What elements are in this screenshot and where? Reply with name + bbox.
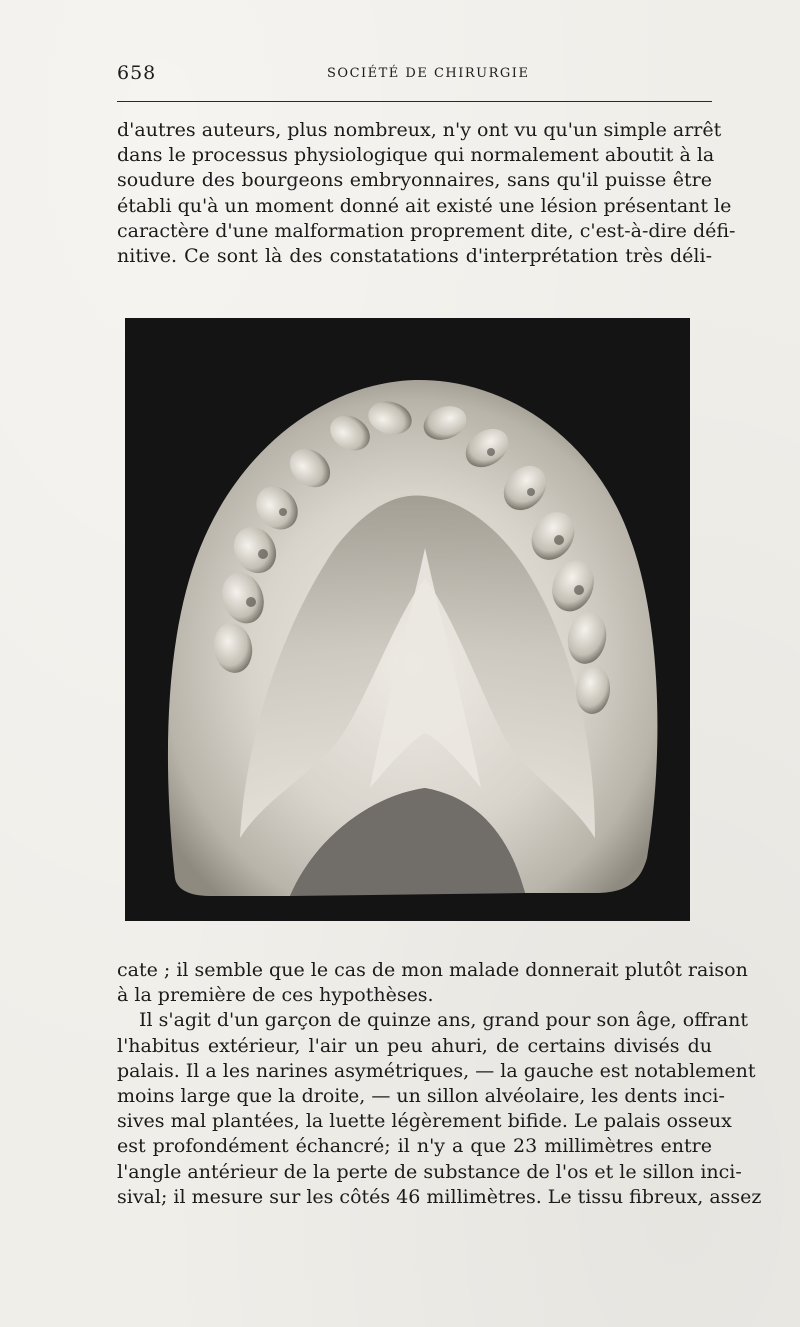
text-line: dans le processus physiologique qui normalement aboutit à la — [117, 144, 715, 167]
text-line: d'autres auteurs, plus nombreux, n'y ont vu qu'un simple arrêt — [117, 119, 722, 141]
text-line: moins large que la droite, — un sillon alvéolaire, les dents inci- — [117, 1085, 725, 1108]
running-header — [117, 62, 712, 92]
text-line: à la première de ces hypothèses. — [117, 984, 434, 1007]
text-line: sival; il mesure sur les côtés 46 millimètres. Le tissu fibreux, assez — [117, 1185, 762, 1208]
running-title: SOCIÉTÉ DE CHIRURGIE — [327, 66, 530, 81]
header-rule — [117, 101, 712, 102]
palate-cast-figure — [125, 318, 690, 921]
text-line: l'angle antérieur de la perte de substance de l'os et le sillon inci- — [117, 1160, 742, 1183]
text-line: cate ; il semble que le cas de mon malade donnerait plutôt raison — [117, 959, 748, 981]
text-line: palais. Il a les narines asymétriques, — la gauche est notablement — [117, 1059, 756, 1082]
text-line: établi qu'à un moment donné ait existé une lésion présentant le — [117, 194, 732, 217]
text-line: nitive. Ce sont là des constatations d'interprétation très déli- — [117, 245, 712, 268]
text-line: sives mal plantées, la luette légèrement bifide. Le palais osseux — [117, 1110, 732, 1133]
page-number: 658 — [117, 62, 157, 84]
paragraph-top — [117, 118, 736, 269]
text-line: soudure des bourgeons embryonnaires, sans qu'il puisse être — [117, 169, 712, 192]
paragraph-bottom — [117, 958, 762, 1210]
text-line: l'habitus extérieur, l'air un peu ahuri, de certains divisés du — [117, 1034, 712, 1057]
text-line: est profondément échancré; il n'y a que 23 millimètres entre — [117, 1135, 712, 1158]
text-line: Il s'agit d'un garçon de quinze ans, grand pour son âge, offrant — [139, 1009, 748, 1032]
text-line: caractère d'une malformation proprement dite, c'est-à-dire défi- — [117, 219, 736, 242]
plaster-palate-cast-icon — [125, 318, 690, 921]
